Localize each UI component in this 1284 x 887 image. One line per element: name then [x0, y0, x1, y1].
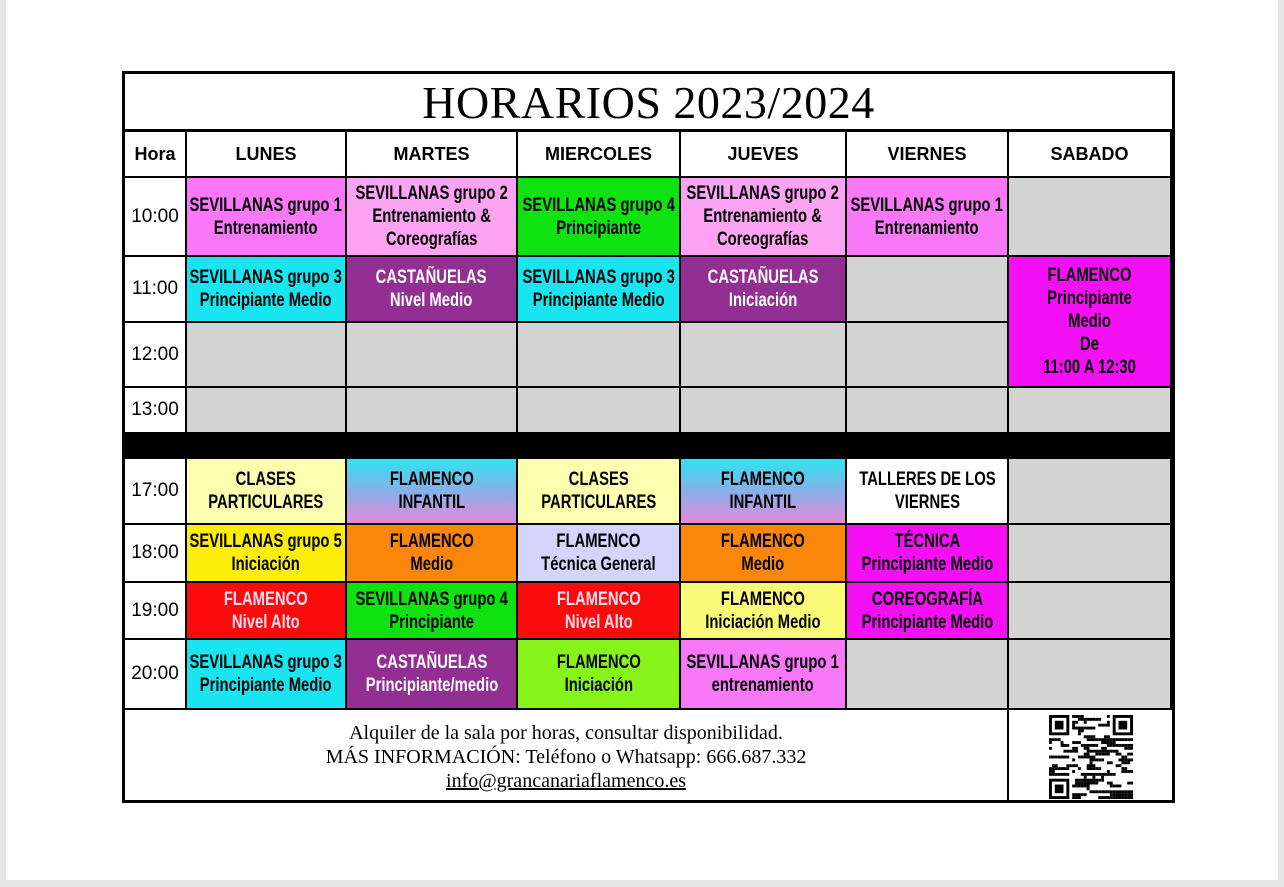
- class-text-line: Nivel Alto: [232, 611, 300, 633]
- class-text-line: Entrenamiento &: [703, 206, 823, 227]
- class-cell[interactable]: [347, 257, 518, 323]
- class-text-line: Entrenamiento: [875, 217, 979, 239]
- class-text-line: Iniciación: [728, 290, 798, 311]
- class-text-line: FLAMENCO: [556, 652, 641, 673]
- class-text-line: PARTICULARES: [540, 492, 657, 513]
- empty-slot: [518, 388, 681, 434]
- hour-label: 19:00: [125, 583, 187, 640]
- empty-slot: [347, 388, 518, 434]
- class-text-line: INFANTIL: [729, 492, 797, 513]
- class-cell[interactable]: [681, 640, 847, 710]
- class-text-line: FLAMENCO: [389, 469, 474, 490]
- class-text-line: Medio: [410, 554, 453, 575]
- header-day: MARTES: [347, 132, 518, 178]
- page-title: HORARIOS 2023/2024: [125, 74, 1172, 132]
- header-day: VIERNES: [847, 132, 1009, 178]
- document-page: [6, 0, 1278, 880]
- empty-slot: [518, 323, 681, 388]
- class-text-line: PARTICULARES: [208, 492, 324, 513]
- class-text-line: FLAMENCO: [556, 531, 641, 552]
- class-text-line: FLAMENCO: [389, 531, 474, 552]
- footer-info: [125, 710, 1009, 800]
- class-cell[interactable]: [347, 459, 518, 525]
- class-cell[interactable]: [347, 178, 518, 257]
- empty-slot: [187, 323, 347, 388]
- class-cell[interactable]: [1009, 257, 1172, 388]
- class-cell[interactable]: [847, 459, 1009, 525]
- footer-email-link[interactable]: info@grancanariaflamenco.es: [446, 770, 686, 792]
- empty-slot: [1009, 583, 1172, 640]
- class-cell[interactable]: [518, 459, 681, 525]
- class-cell[interactable]: [187, 257, 347, 323]
- class-cell[interactable]: [347, 583, 518, 640]
- class-text-line: Nivel Alto: [564, 611, 633, 633]
- empty-slot: [847, 323, 1009, 388]
- empty-slot: [1009, 640, 1172, 710]
- class-cell[interactable]: [847, 583, 1009, 640]
- class-text-line: Entrenamiento: [214, 217, 318, 239]
- footer-contact-line: MÁS INFORMACIÓN: Teléfono o Whatsapp: 666.687.332: [325, 746, 807, 768]
- header-day: JUEVES: [681, 132, 847, 178]
- class-text-line: entrenamiento: [711, 675, 815, 696]
- class-text-line: SEVILLANAS grupo 1: [686, 652, 840, 673]
- class-text-line: CLASES: [235, 469, 297, 490]
- header-hora: Hora: [125, 132, 187, 178]
- class-cell[interactable]: [847, 525, 1009, 583]
- class-text-line: Principiante: [1047, 288, 1132, 309]
- class-text-line: CASTAÑUELAS: [376, 267, 487, 288]
- class-text-line: Iniciación Medio: [705, 611, 821, 633]
- class-cell[interactable]: [187, 178, 347, 257]
- class-text-line: De: [1080, 334, 1099, 355]
- class-text-line: COREOGRAFÍA: [871, 588, 983, 610]
- empty-slot: [681, 388, 847, 434]
- empty-slot: [1009, 388, 1172, 434]
- class-text-line: Principiante: [389, 611, 474, 633]
- class-text-line: Principiante/medio: [365, 675, 498, 696]
- hour-label: 13:00: [125, 388, 187, 434]
- class-cell[interactable]: [681, 257, 847, 323]
- empty-slot: [1009, 178, 1172, 257]
- class-text-line: FLAMENCO: [556, 588, 641, 610]
- class-text-line: SEVILLANAS grupo 2: [686, 183, 840, 204]
- hour-label: 12:00: [125, 323, 187, 388]
- class-text-line: TALLERES DE LOS: [858, 469, 996, 490]
- class-text-line: Coreografías: [385, 229, 478, 250]
- class-cell[interactable]: [187, 459, 347, 525]
- class-text-line: CLASES: [568, 469, 629, 490]
- schedule-table: [122, 71, 1175, 803]
- class-cell[interactable]: [847, 178, 1009, 257]
- empty-slot: [187, 388, 347, 434]
- class-cell[interactable]: [187, 525, 347, 583]
- break-separator: [125, 434, 1172, 459]
- class-cell[interactable]: [518, 640, 681, 710]
- hour-label: 18:00: [125, 525, 187, 583]
- class-cell[interactable]: [518, 178, 681, 257]
- class-text-line: FLAMENCO: [721, 531, 805, 552]
- class-cell[interactable]: [347, 525, 518, 583]
- class-text-line: SEVILLANAS grupo 4: [355, 588, 508, 610]
- header-day: SABADO: [1009, 132, 1172, 178]
- class-text-line: SEVILLANAS grupo 3: [189, 267, 343, 288]
- class-cell[interactable]: [681, 525, 847, 583]
- class-text-line: Nivel Medio: [390, 290, 473, 311]
- header-day: LUNES: [187, 132, 347, 178]
- class-text-line: SEVILLANAS grupo 1: [850, 194, 1004, 216]
- hour-label: 20:00: [125, 640, 187, 710]
- class-cell[interactable]: [681, 583, 847, 640]
- class-text-line: CASTAÑUELAS: [376, 652, 487, 673]
- class-text-line: Coreografías: [717, 229, 809, 250]
- class-text-line: Medio: [1068, 311, 1111, 332]
- class-text-line: Iniciación: [564, 675, 633, 696]
- class-text-line: Principiante Medio: [861, 554, 993, 575]
- qr-code-icon[interactable]: [1049, 715, 1133, 799]
- class-text-line: Iniciación: [231, 554, 301, 575]
- hour-label: 17:00: [125, 459, 187, 525]
- class-text-line: FLAMENCO: [721, 469, 805, 490]
- class-text-line: Principiante: [556, 217, 641, 239]
- empty-slot: [1009, 459, 1172, 525]
- class-text-line: SEVILLANAS grupo 5: [189, 531, 343, 552]
- class-text-line: Medio: [741, 554, 785, 575]
- class-text-line: FLAMENCO: [224, 588, 308, 610]
- class-text-line: SEVILLANAS grupo 1: [189, 194, 343, 216]
- class-cell[interactable]: [681, 178, 847, 257]
- class-text-line: CASTAÑUELAS: [707, 267, 819, 288]
- class-text-line: Principiante Medio: [200, 675, 332, 696]
- class-text-line: VIERNES: [894, 492, 960, 513]
- class-text-line: Principiante Medio: [200, 290, 332, 311]
- class-cell[interactable]: [187, 583, 347, 640]
- header-day: MIERCOLES: [518, 132, 681, 178]
- empty-slot: [847, 257, 1009, 323]
- class-cell[interactable]: [681, 459, 847, 525]
- class-cell[interactable]: [518, 525, 681, 583]
- class-text-line: Principiante Medio: [532, 290, 665, 311]
- class-text-line: FLAMENCO: [721, 588, 805, 610]
- class-text-line: Técnica General: [541, 554, 656, 575]
- class-cell[interactable]: [518, 583, 681, 640]
- class-text-line: SEVILLANAS grupo 4: [522, 194, 675, 216]
- class-text-line: INFANTIL: [398, 492, 465, 513]
- hour-label: 10:00: [125, 178, 187, 257]
- hour-label: 11:00: [125, 257, 187, 323]
- class-text-line: FLAMENCO: [1047, 265, 1132, 286]
- class-text-line: Entrenamiento &: [372, 206, 491, 227]
- class-text-line: TÉCNICA: [894, 531, 960, 552]
- class-cell[interactable]: [347, 640, 518, 710]
- class-text-line: SEVILLANAS grupo 2: [355, 183, 508, 204]
- footer-rental-line: Alquiler de la sala por horas, consultar disponibilidad.: [349, 722, 783, 744]
- empty-slot: [681, 323, 847, 388]
- class-cell[interactable]: [518, 257, 681, 323]
- empty-slot: [347, 323, 518, 388]
- class-text-line: 11:00 A 12:30: [1043, 357, 1136, 378]
- class-text-line: SEVILLANAS grupo 3: [189, 652, 343, 673]
- class-cell[interactable]: [187, 640, 347, 710]
- empty-slot: [847, 388, 1009, 434]
- class-text-line: Principiante Medio: [861, 611, 993, 633]
- empty-slot: [847, 640, 1009, 710]
- class-text-line: SEVILLANAS grupo 3: [522, 267, 675, 288]
- empty-slot: [1009, 525, 1172, 583]
